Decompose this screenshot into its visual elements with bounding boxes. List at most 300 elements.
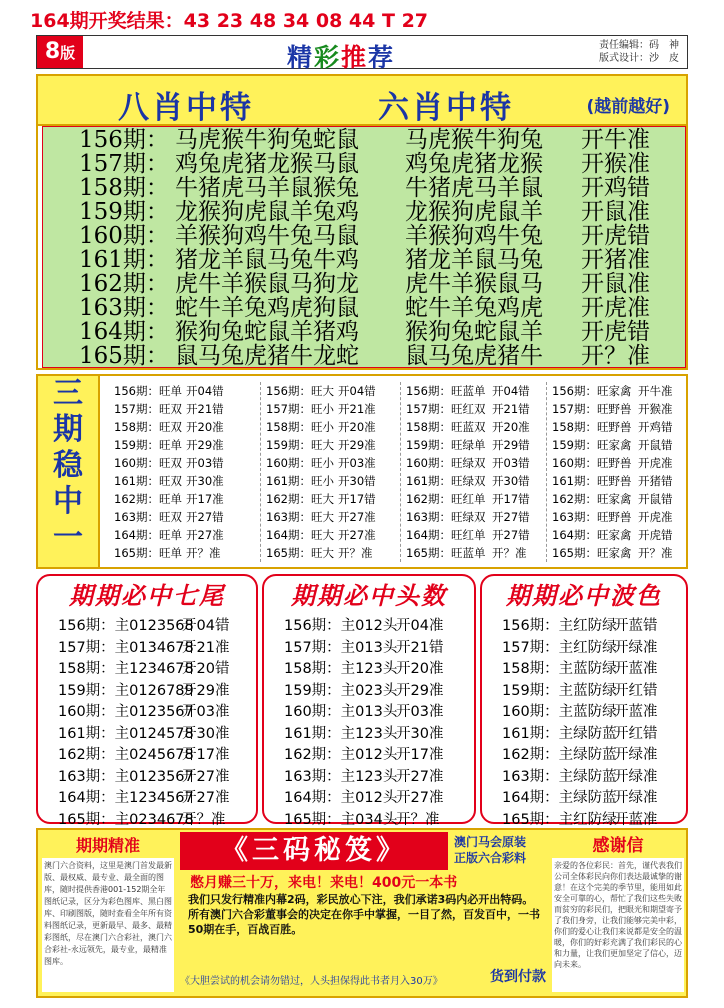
period-result: 开21准 — [338, 402, 376, 416]
prediction-result: 开20错 — [182, 661, 230, 677]
version-number: 8 — [44, 39, 61, 64]
three-period-section — [36, 374, 688, 569]
prediction-row — [58, 616, 256, 638]
zodiac-result: 开鸡错 — [581, 175, 650, 201]
prediction-result: 开04错 — [182, 618, 230, 634]
period-pick: 161期：旺绿双 — [406, 474, 486, 488]
version-badge — [37, 36, 83, 68]
three-period-row — [114, 418, 254, 436]
zodiac-result: 开鼠准 — [581, 271, 650, 297]
thank-you-title: 感谢信 — [592, 836, 644, 856]
prediction-row — [502, 745, 686, 767]
period-result: 开04错 — [186, 384, 224, 398]
prediction-result: 开17准 — [396, 747, 444, 763]
period-result: 开猴准 — [638, 402, 673, 416]
zodiac-result: 开？准 — [581, 343, 650, 369]
eight-zodiac-list: 羊猴狗鸡牛兔马鼠 — [175, 223, 359, 249]
prediction-result: 开绿准 — [614, 790, 658, 806]
prediction-rows — [284, 616, 474, 831]
prediction-pick: 164期：主1234567 — [58, 790, 194, 806]
prediction-result: 开03准 — [396, 704, 444, 720]
prediction-result: 开21错 — [396, 639, 444, 656]
prediction-result: 开蓝错 — [614, 618, 658, 634]
prediction-row — [284, 659, 474, 681]
period-pick: 165期：旺单 — [114, 546, 182, 560]
eight-zodiac-list: 马虎猴牛狗兔蛇鼠 — [175, 127, 359, 153]
prediction-result: 开27准 — [396, 768, 444, 785]
period-result: 开虎错 — [638, 528, 673, 542]
three-period-row — [406, 418, 546, 436]
prediction-result: 开绿准 — [614, 747, 658, 763]
three-period-row — [114, 436, 254, 454]
six-zodiac-list: 龙猴狗虎鼠羊 — [405, 199, 543, 225]
three-period-column — [552, 382, 692, 562]
prediction-pick: 158期：主123头 — [284, 661, 398, 677]
period-result: 开？准 — [492, 546, 527, 560]
six-zodiac-list: 马虎猴牛狗兔 — [405, 127, 543, 153]
zodiac-period: 157期： — [79, 151, 169, 177]
prediction-result: 开红错 — [614, 725, 658, 742]
prediction-result: 开04准 — [396, 618, 444, 634]
period-result: 开29准 — [186, 438, 224, 452]
period-pick: 165期：旺大 — [266, 546, 334, 560]
column-divider — [400, 382, 401, 562]
prediction-pick: 162期：主012头 — [284, 747, 398, 763]
three-period-row — [406, 544, 546, 562]
period-result: 开17准 — [186, 492, 224, 506]
editor-line: 责任编辑：码 神 — [599, 40, 679, 51]
three-period-row — [552, 490, 692, 508]
prediction-result: 开蓝准 — [614, 661, 658, 677]
prediction-pick: 165期：主0234678 — [58, 811, 194, 828]
book-slogan: 《大胆尝试的机会请勿错过，人头担保得此书者月入30万》 — [180, 976, 443, 987]
eight-zodiac-list: 鼠马兔虎猪牛龙蛇 — [175, 343, 359, 369]
period-result: 开鼠错 — [638, 438, 673, 452]
prediction-pick: 161期：主绿防蓝 — [502, 725, 617, 742]
prediction-pick: 156期：主红防绿 — [502, 618, 617, 634]
period-pick: 158期：旺双 — [114, 420, 182, 434]
prediction-row — [284, 702, 474, 724]
title-char: 荐 — [368, 43, 396, 72]
period-pick: 160期：旺野兽 — [552, 456, 632, 470]
title-char: 推 — [341, 43, 369, 72]
zodiac-result: 开鼠准 — [581, 199, 650, 225]
prediction-pick: 162期：主绿防蓝 — [502, 747, 617, 763]
three-period-row — [552, 436, 692, 454]
period-result: 开03错 — [186, 456, 224, 470]
prediction-pick: 156期：主0123568 — [58, 618, 194, 634]
prediction-result: 开30准 — [182, 725, 230, 742]
period-pick: 159期：旺大 — [266, 438, 334, 452]
prediction-pick: 157期：主红防绿 — [502, 639, 617, 656]
prediction-result: 开蓝准 — [614, 811, 658, 828]
three-period-row — [266, 526, 406, 544]
eight-zodiac-list: 蛇牛羊兔鸡虎狗鼠 — [175, 295, 359, 321]
period-result: 开27错 — [492, 528, 530, 542]
period-pick: 164期：旺单 — [114, 528, 182, 542]
title-char: 精 — [287, 43, 315, 72]
zodiac-period: 161期： — [79, 247, 169, 273]
column-divider — [546, 382, 547, 562]
period-pick: 159期：旺绿单 — [406, 438, 486, 452]
draw-result-headline: 164期开奖结果：43 23 48 34 08 44 T 27 — [30, 10, 429, 32]
period-result: 开虎准 — [638, 510, 673, 524]
three-period-row — [266, 490, 406, 508]
prediction-pick: 159期：主023头 — [284, 682, 398, 699]
prediction-box-title: 期期必中波色 — [506, 581, 662, 610]
zodiac-period: 163期： — [79, 295, 169, 321]
prediction-row — [284, 788, 474, 810]
six-zodiac-list: 羊猴狗鸡牛兔 — [405, 223, 543, 249]
three-period-row — [114, 454, 254, 472]
cash-on-delivery-label: 货到付款 — [490, 969, 546, 985]
three-period-row — [552, 418, 692, 436]
period-result: 开21错 — [492, 402, 530, 416]
three-period-row — [552, 382, 692, 400]
promo-left-panel — [42, 834, 174, 994]
prediction-result: 开红错 — [614, 682, 658, 699]
side-char: 稳 — [53, 448, 83, 483]
three-period-row — [552, 400, 692, 418]
three-period-row — [114, 526, 254, 544]
three-period-row — [266, 382, 406, 400]
period-result: 开鼠错 — [638, 492, 673, 506]
period-result: 开20准 — [186, 420, 224, 434]
eight-zodiac-list: 鸡兔虎猪龙猴马鼠 — [175, 151, 359, 177]
advert-section — [36, 828, 688, 998]
prediction-pick: 160期：主013头 — [284, 704, 398, 720]
period-result: 开？准 — [338, 546, 373, 560]
side-char: 一 — [53, 520, 83, 555]
period-result: 开21错 — [186, 402, 224, 416]
prediction-row — [58, 745, 256, 767]
prediction-result: 开27准 — [396, 790, 444, 806]
period-pick: 164期：旺大 — [266, 528, 334, 542]
three-period-row — [552, 508, 692, 526]
period-pick: 157期：旺小 — [266, 402, 334, 416]
eight-zodiac-list: 猴狗兔蛇鼠羊猪鸡 — [175, 319, 359, 345]
six-zodiac-title: 六肖中特 — [378, 90, 514, 126]
prediction-row — [502, 659, 686, 681]
period-pick: 161期：旺野兽 — [552, 474, 632, 488]
prediction-row — [284, 638, 474, 660]
period-result: 开04错 — [338, 384, 376, 398]
period-pick: 162期：旺大 — [266, 492, 334, 506]
three-period-row — [406, 472, 546, 490]
period-pick: 157期：旺野兽 — [552, 402, 632, 416]
period-pick: 160期：旺双 — [114, 456, 182, 470]
prediction-pick: 164期：主绿防蓝 — [502, 790, 617, 806]
period-result: 开30错 — [338, 474, 376, 488]
period-result: 开鸡错 — [638, 420, 673, 434]
thank-you-body: 亲爱的各位彩民：首先，谨代表我们公司全体彩民向你们表达最诚挚的谢意！在这个完美的季节里，能用如此安全可靠的心，帮忙了我们这些失败而贫穷的彩民们，把眼光和期望寄予了我们身旁，让我们能够完美中彩，你们的爱心让我们来说都是安全的温暖，你们的好彩充满了我们彩民的心和力量，让我们更加坚定了信心，迈向未来。 — [552, 858, 684, 992]
prediction-row — [502, 788, 686, 810]
banner-side-line: 正版六合彩料 — [454, 851, 527, 865]
prediction-pick: 163期：主绿防蓝 — [502, 768, 617, 785]
period-pick: 162期：旺单 — [114, 492, 182, 506]
period-pick: 164期：旺家禽 — [552, 528, 632, 542]
period-pick: 159期：旺单 — [114, 438, 182, 452]
period-result: 开03准 — [338, 456, 376, 470]
banner-side-text — [454, 834, 526, 866]
period-result: 开29错 — [492, 438, 530, 452]
period-pick: 157期：旺红双 — [406, 402, 486, 416]
prediction-row — [502, 638, 686, 660]
zodiac-period: 160期： — [79, 223, 169, 249]
prediction-pick: 162期：主0245678 — [58, 747, 194, 763]
period-result: 开17错 — [338, 492, 376, 506]
book-banner: 《三码秘笈》 — [180, 832, 448, 870]
prediction-result: 开29准 — [182, 682, 230, 699]
version-suffix: 版 — [60, 44, 76, 62]
zodiac-result: 开猪准 — [581, 247, 650, 273]
three-period-row — [406, 508, 546, 526]
zodiac-subtitle: (越前越好) — [586, 97, 670, 117]
prediction-box — [36, 574, 258, 828]
prediction-pick: 165期：主红防绿 — [502, 811, 617, 828]
prediction-pick: 163期：主123头 — [284, 768, 398, 785]
three-period-row — [406, 526, 546, 544]
prediction-pick: 161期：主0124578 — [58, 725, 194, 742]
eight-zodiac-list: 猪龙羊鼠马兔牛鸡 — [175, 247, 359, 273]
zodiac-rows — [42, 126, 686, 368]
period-result: 开虎准 — [638, 456, 673, 470]
prediction-row — [58, 788, 256, 810]
six-zodiac-list: 猪龙羊鼠马兔 — [405, 247, 543, 273]
period-result: 开20准 — [492, 420, 530, 434]
promo-left-title: 期期精准 — [75, 836, 140, 855]
period-pick: 160期：旺小 — [266, 456, 334, 470]
prediction-row — [284, 616, 474, 638]
three-period-row — [406, 382, 546, 400]
period-pick: 156期：旺蓝单 — [406, 384, 486, 398]
period-result: 开20准 — [338, 420, 376, 434]
six-zodiac-list: 鼠马兔虎猪牛 — [405, 343, 543, 369]
three-period-row — [114, 490, 254, 508]
prediction-result: 开绿准 — [614, 639, 658, 656]
period-pick: 157期：旺双 — [114, 402, 182, 416]
prediction-row — [284, 745, 474, 767]
zodiac-section-header — [38, 76, 686, 126]
zodiac-result: 开虎错 — [581, 223, 650, 249]
period-result: 开17错 — [492, 492, 530, 506]
prediction-row — [284, 724, 474, 746]
editor-credits — [599, 39, 679, 65]
book-advert-panel — [178, 832, 548, 996]
period-pick: 165期：旺家禽 — [552, 546, 632, 560]
six-zodiac-list: 鸡兔虎猪龙猴 — [405, 151, 543, 177]
prediction-row — [284, 767, 474, 789]
period-result: 开29准 — [338, 438, 376, 452]
six-zodiac-list: 牛猪虎马羊鼠 — [405, 175, 543, 201]
zodiac-period: 158期： — [79, 175, 169, 201]
prediction-result: 开27准 — [182, 768, 230, 785]
zodiac-period: 162期： — [79, 271, 169, 297]
prediction-row — [502, 616, 686, 638]
prediction-row — [58, 659, 256, 681]
three-period-column — [114, 382, 254, 562]
zodiac-result: 开牛准 — [581, 127, 650, 153]
zodiac-result: 开虎错 — [581, 319, 650, 345]
three-period-row — [552, 544, 692, 562]
three-period-side-title — [38, 376, 100, 567]
thank-you-panel — [552, 834, 684, 994]
three-period-row — [266, 436, 406, 454]
prediction-pick: 165期：主034头 — [284, 811, 398, 828]
prediction-pick: 158期：主蓝防绿 — [502, 661, 617, 677]
page-title — [287, 38, 395, 74]
prediction-rows — [502, 616, 686, 831]
prediction-result: 开蓝准 — [614, 704, 658, 720]
prediction-row — [502, 681, 686, 703]
prediction-pick: 157期：主0134678 — [58, 639, 194, 656]
period-result: 开？准 — [638, 546, 673, 560]
eight-zodiac-list: 牛猪虎马羊鼠猴兔 — [175, 175, 359, 201]
period-pick: 163期：旺大 — [266, 510, 334, 524]
period-result: 开27错 — [186, 510, 224, 524]
prediction-pick: 157期：主013头 — [284, 639, 398, 656]
side-char: 三 — [53, 376, 83, 411]
prediction-result: 开30准 — [396, 725, 444, 742]
eight-zodiac-list: 龙猴狗虎鼠羊兔鸡 — [175, 199, 359, 225]
six-zodiac-list: 猴狗兔蛇鼠羊 — [405, 319, 543, 345]
promo-left-body: 澳门六合资料，这里是澳门首发最新版、最权威、最专业、最全面的图库，随时提供香港001-152期全年图纸记录，区分为彩色图库、黑白图库、印刷图版，随时查看全年所有资料图纸记录，更新最早、最多、最精彩图纸，尽在澳门六合彩社，澳门六合彩社-永远领先，最专业，最精准图库。 — [42, 858, 174, 992]
three-period-row — [406, 454, 546, 472]
prediction-pick: 160期：主蓝防绿 — [502, 704, 617, 720]
period-result: 开牛准 — [638, 384, 673, 398]
zodiac-prediction-section — [36, 74, 688, 370]
period-pick: 159期：旺家禽 — [552, 438, 632, 452]
prediction-row — [502, 702, 686, 724]
three-period-row — [266, 472, 406, 490]
zodiac-result: 开猴准 — [581, 151, 650, 177]
period-pick: 158期：旺小 — [266, 420, 334, 434]
prediction-result: 开？准 — [182, 811, 226, 828]
period-pick: 162期：旺红单 — [406, 492, 486, 506]
prediction-row — [58, 638, 256, 660]
three-period-row — [114, 508, 254, 526]
prediction-pick: 161期：主123头 — [284, 725, 398, 742]
prediction-result: 开03准 — [182, 704, 230, 720]
prediction-result: 开20准 — [396, 661, 444, 677]
period-result: 开？准 — [186, 546, 221, 560]
prediction-row — [502, 724, 686, 746]
designer-line: 版式设计：沙 皮 — [599, 53, 679, 64]
period-pick: 156期：旺家禽 — [552, 384, 632, 398]
period-pick: 165期：旺蓝单 — [406, 546, 486, 560]
period-result: 开猪错 — [638, 474, 673, 488]
book-tagline: 憋月赚三十万，来电！来电！400元一本书 — [190, 875, 458, 891]
book-description: 我们只发行精准内幕2码，彩民放心下注，我们承诺3码内必开出特码。所有澳门六合彩董事会的决定在你手中掌握，一目了然，百发百中，一书50期在手，百战百胜。 — [188, 893, 540, 936]
period-result: 开30准 — [186, 474, 224, 488]
three-period-row — [114, 382, 254, 400]
prediction-pick: 159期：主0126789 — [58, 682, 194, 699]
three-period-row — [266, 508, 406, 526]
prediction-row — [58, 724, 256, 746]
zodiac-period: 165期： — [79, 343, 169, 369]
period-pick: 163期：旺双 — [114, 510, 182, 524]
period-result: 开30错 — [492, 474, 530, 488]
three-period-row — [552, 526, 692, 544]
three-period-row — [266, 454, 406, 472]
period-pick: 158期：旺蓝双 — [406, 420, 486, 434]
prediction-box — [262, 574, 476, 828]
three-period-row — [266, 418, 406, 436]
period-result: 开27准 — [186, 528, 224, 542]
eight-zodiac-title: 八肖中特 — [118, 90, 254, 126]
period-pick: 161期：旺小 — [266, 474, 334, 488]
three-period-row — [406, 400, 546, 418]
period-result: 开03错 — [492, 456, 530, 470]
three-period-column — [266, 382, 406, 562]
prediction-row — [58, 702, 256, 724]
column-divider — [260, 382, 261, 562]
eight-zodiac-list: 虎牛羊猴鼠马狗龙 — [175, 271, 359, 297]
period-pick: 156期：旺单 — [114, 384, 182, 398]
prediction-result: 开21准 — [182, 639, 230, 656]
period-pick: 162期：旺家禽 — [552, 492, 632, 506]
prediction-result: 开17准 — [182, 747, 230, 763]
period-pick: 163期：旺野兽 — [552, 510, 632, 524]
three-period-row — [406, 436, 546, 454]
three-period-row — [266, 544, 406, 562]
period-pick: 163期：旺绿双 — [406, 510, 486, 524]
prediction-rows — [58, 616, 256, 831]
three-period-row — [266, 400, 406, 418]
prediction-result: 开？准 — [396, 811, 440, 828]
three-period-row — [114, 472, 254, 490]
period-pick: 158期：旺野兽 — [552, 420, 632, 434]
prediction-result: 开绿准 — [614, 768, 658, 785]
three-period-row — [406, 490, 546, 508]
prediction-pick: 163期：主0123567 — [58, 768, 194, 785]
side-char: 中 — [53, 484, 83, 519]
period-result: 开27准 — [338, 528, 376, 542]
prediction-box-title: 期期必中头数 — [291, 581, 447, 610]
period-pick: 161期：旺双 — [114, 474, 182, 488]
side-char: 期 — [53, 412, 83, 447]
period-result: 开27准 — [338, 510, 376, 524]
prediction-row — [502, 767, 686, 789]
title-char: 彩 — [314, 43, 342, 72]
banner-side-line: 澳门马会原装 — [454, 835, 527, 849]
prediction-row — [284, 681, 474, 703]
prediction-row — [58, 681, 256, 703]
period-pick: 156期：旺大 — [266, 384, 334, 398]
prediction-row — [58, 767, 256, 789]
zodiac-period: 159期： — [79, 199, 169, 225]
three-period-row — [114, 544, 254, 562]
six-zodiac-list: 虎牛羊猴鼠马 — [405, 271, 543, 297]
period-pick: 164期：旺红单 — [406, 528, 486, 542]
prediction-result: 开27准 — [182, 790, 230, 806]
six-zodiac-list: 蛇牛羊兔鸡虎 — [405, 295, 543, 321]
zodiac-result: 开虎准 — [581, 295, 650, 321]
prediction-result: 开29准 — [396, 682, 444, 699]
prediction-pick: 159期：主蓝防绿 — [502, 682, 617, 699]
three-period-row — [114, 400, 254, 418]
prediction-box-title: 期期必中七尾 — [69, 581, 225, 610]
period-result: 开27错 — [492, 510, 530, 524]
zodiac-period: 164期： — [79, 319, 169, 345]
prediction-box — [480, 574, 688, 828]
prediction-pick: 158期：主1234678 — [58, 661, 194, 677]
three-period-column — [406, 382, 546, 562]
page-header — [36, 35, 688, 72]
three-period-row — [552, 454, 692, 472]
prediction-pick: 164期：主012头 — [284, 790, 398, 806]
period-result: 开04错 — [492, 384, 530, 398]
